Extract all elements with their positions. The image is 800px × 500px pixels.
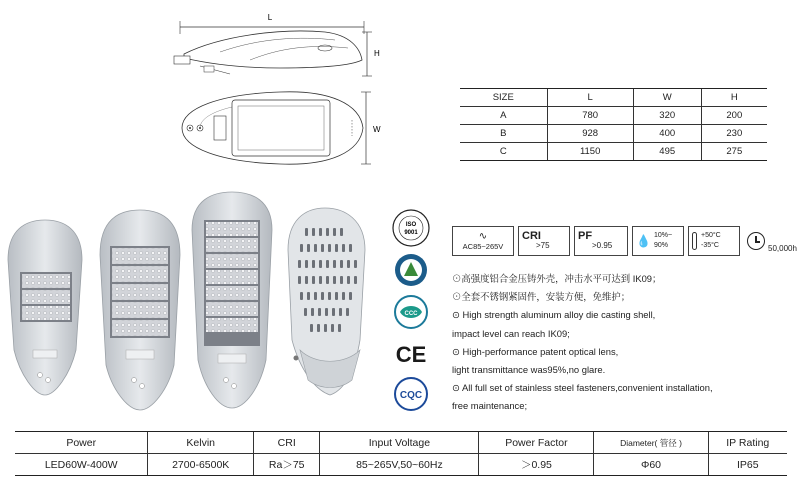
- size-header-h: H: [701, 89, 767, 107]
- table-row: [15, 454, 787, 476]
- cell-input-voltage: 85~265V,50~60Hz: [320, 454, 479, 476]
- voltage-value: AC85~265V: [462, 241, 504, 251]
- humidity-top: 10%~: [653, 232, 673, 239]
- temperature-box: [688, 226, 740, 256]
- spec-table-header-row: [15, 432, 787, 454]
- cell-ip-rating: IP65: [708, 454, 787, 476]
- table-row: [460, 107, 767, 125]
- feature-line: ⊙ All full set of stainless steel fasteners,convenient installation,: [452, 382, 713, 394]
- svg-text:ISO: ISO: [405, 222, 417, 228]
- header-cri: CRI: [254, 432, 320, 454]
- feature-line: impact level can reach IK09;: [452, 327, 570, 339]
- svg-text:CCC: CCC: [404, 311, 418, 317]
- header-diameter: Diameter( 管径 ): [594, 432, 708, 454]
- feature-line: light transmittance was95%,no glare.: [452, 364, 606, 376]
- humidity-box: [632, 226, 684, 256]
- size-cell: 495: [633, 143, 701, 161]
- energy-saving-icon: [395, 254, 427, 286]
- certification-column: [386, 208, 436, 413]
- voltage-box: [452, 226, 514, 256]
- size-header-size: SIZE: [460, 89, 547, 107]
- size-cell: 928: [547, 125, 633, 143]
- pf-box: [574, 226, 628, 256]
- feature-line: ⊙ High-performance patent optical lens,: [452, 345, 619, 357]
- size-cell: 780: [547, 107, 633, 125]
- feature-line: ⊙ High strength aluminum alloy die casting shell,: [452, 309, 656, 321]
- svg-text:CQC: CQC: [399, 390, 423, 401]
- street-light-large: [192, 192, 272, 408]
- temperature-bottom: -35°C: [701, 242, 719, 249]
- size-table-header-row: [460, 89, 767, 107]
- cri-box: [518, 226, 570, 256]
- header-ip-rating: IP Rating: [708, 432, 787, 454]
- product-photos: [0, 190, 380, 425]
- table-row: [460, 143, 767, 161]
- ccc-emblem-icon: [395, 296, 427, 328]
- height-label: H: [374, 49, 380, 58]
- size-cell: A: [460, 107, 547, 125]
- header-power-factor: Power Factor: [479, 432, 594, 454]
- feature-list: [452, 270, 792, 416]
- cell-diameter: Φ60: [594, 454, 708, 476]
- size-cell: 320: [633, 107, 701, 125]
- size-cell: 1150: [547, 143, 633, 161]
- ce-mark-icon: [396, 342, 427, 367]
- size-cell: 230: [701, 125, 767, 143]
- size-cell: C: [460, 143, 547, 161]
- thermometer-icon: [692, 232, 697, 250]
- humidity-bottom: 90%: [653, 242, 668, 249]
- cell-kelvin: 2700-6500K: [148, 454, 254, 476]
- spec-table: [15, 431, 787, 476]
- header-kelvin: Kelvin: [148, 432, 254, 454]
- ac-wave-icon: ∿: [478, 230, 488, 242]
- svg-text:CE: CE: [395, 342, 427, 367]
- cell-power: LED60W-400W: [15, 454, 148, 476]
- spec-icon-strip: [452, 226, 800, 256]
- cell-cri: Ra＞75: [254, 454, 320, 476]
- cqc-mark-icon: [395, 378, 427, 410]
- pf-value: >0.95: [592, 241, 613, 250]
- street-light-small: [8, 220, 82, 395]
- technical-drawing: [160, 8, 400, 183]
- feature-line: ⊙全套不锈钢紧固件，安装方便，免维护；: [452, 291, 631, 303]
- svg-text:9001: 9001: [404, 230, 418, 236]
- cri-title: CRI: [522, 230, 541, 242]
- water-drop-icon: 💧: [636, 234, 651, 248]
- size-cell: 200: [701, 107, 767, 125]
- size-cell: 275: [701, 143, 767, 161]
- size-header-l: L: [547, 89, 633, 107]
- lifetime-value: 50,000h: [768, 244, 797, 253]
- size-header-w: W: [633, 89, 701, 107]
- pf-title: PF: [578, 230, 593, 242]
- side-view-drawing: [174, 31, 362, 74]
- size-cell: 400: [633, 125, 701, 143]
- feature-line: free maintenance;: [452, 400, 528, 412]
- temperature-top: +50°C: [701, 232, 721, 239]
- iso-9001-icon: [393, 210, 429, 246]
- length-label: L: [267, 13, 273, 22]
- street-light-medium: [100, 210, 180, 410]
- size-table: [460, 88, 767, 161]
- top-view-drawing: [182, 92, 363, 164]
- clock-icon: [747, 232, 765, 250]
- table-row: [460, 125, 767, 143]
- header-power: Power: [15, 432, 148, 454]
- lifetime-box: [744, 226, 800, 256]
- width-label: W: [373, 125, 381, 134]
- street-light-back-view: [288, 208, 365, 395]
- feature-line: ⊙高强度铝合金压铸外壳，冲击水平可达到 IK09；: [452, 273, 662, 284]
- header-input-voltage: Input Voltage: [320, 432, 479, 454]
- size-cell: B: [460, 125, 547, 143]
- cri-value: >75: [536, 241, 550, 250]
- cell-power-factor: ＞0.95: [479, 454, 594, 476]
